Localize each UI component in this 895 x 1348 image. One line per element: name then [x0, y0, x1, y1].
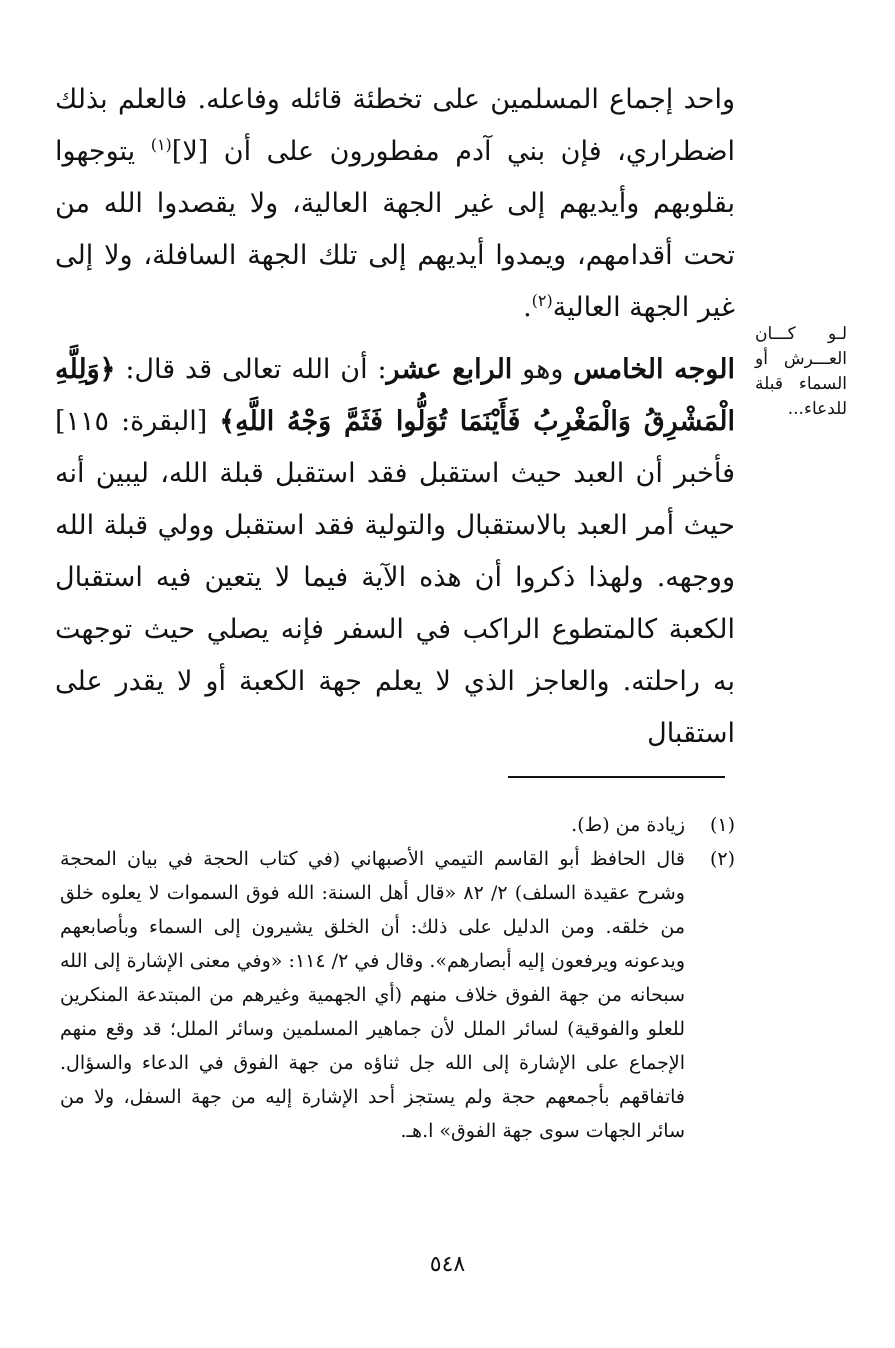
- footnote-1: [60, 808, 735, 842]
- footnote-2-text: قال الحافظ أبو القاسم التيمي الأصبهاني (في كتاب الحجة في بيان المحجة وشرح عقيدة السلف) ٢/ ٨٢ «قال أهل السنة: الله فوق السموات لا يعلوه خلق من خلقه. ومن الدليل على ذلك: أن الخلق يشيرون إلى السماء وبأصابعهم ويدعونه ويرفعون إليه أبصارهم». وقال في ٢/ ١١٤: «وفي معنى الإشارة إلى الله سبحانه من جهة الفوق خلاف منهم (أي الجهمية وغيرهم من المبتدعة المنكرين للعلو والفوقية) لسائر الملل لأن جماهير المسلمين وسائر الملل؛ قد وقع منهم الإجماع على الإشارة إلى الله جل ثناؤه من جهة الفوق في الدعاء والسؤال. فاتفاقهم بأجمعهم حجة ولم يستجز أحد الإشارة إليه من جهة السفل، ولا من سائر الجهات سوى جهة الفوق» ا.هـ.: [60, 848, 685, 1142]
- footnote-ref-1: (١): [150, 135, 172, 154]
- paragraph-1-end: .: [523, 292, 532, 323]
- paragraph-2-text-b: [البقرة: ١١٥] فأخبر أن العبد حيث استقبل فقد استقبل قبلة الله، ليبين أنه حيث أمر العبد بالاستقبال والتولية فقد استقبل وولي قبلة الله ووجهه. ولهذا ذكروا أن هذه الآية فيما لا يتعين فيه استقبال الكعبة كالمتطوع الراكب في السفر فإنه يصلي حيث توجهت به راحلته. والعاجز الذي لا يعلم جهة الكعبة أو لا يقدر على استقبال: [55, 406, 735, 749]
- section-heading-b: الرابع عشر: [386, 354, 513, 385]
- page-number: ٥٤٨: [429, 1252, 466, 1277]
- paragraph-1: [55, 74, 735, 334]
- paragraph-1-text-a: واحد إجماع المسلمين على تخطئة قائله وفاعله. فالعلم بذلك اضطراري، فإن بني آدم مفطورون على أن [لا]: [55, 84, 736, 167]
- footnote-1-number: (١): [709, 814, 735, 836]
- paragraph-1-text-b: يتوجهوا بقلوبهم وأيديهم إلى غير الجهة العالية، ولا يقصدوا الله من تحت أقدامهم، ويمدوا أيديهم إلى تلك الجهة السافلة، ولا إلى غير الجهة العالية: [55, 136, 735, 323]
- footnote-2: [60, 842, 735, 1148]
- footnote-2-number: (٢): [709, 848, 735, 870]
- paragraph-2: [55, 344, 735, 760]
- footnote-1-text: زيادة من (ط).: [571, 814, 685, 836]
- quran-verse: ﴿وَلِلَّهِ الْمَشْرِقُ وَالْمَغْرِبُ فَأَيْنَمَا تُوَلُّوا فَثَمَّ وَجْهُ اللَّهِ﴾: [55, 354, 735, 437]
- margin-note-line-4: للدعاء...: [787, 399, 847, 419]
- footnote-separator: [508, 776, 725, 778]
- margin-note-line-1: لـو كـــان: [755, 324, 847, 344]
- margin-note: [755, 322, 847, 422]
- footnote-ref-2: (٢): [531, 291, 553, 310]
- main-text: [55, 74, 735, 760]
- margin-note-line-2: العـــرش أو: [755, 349, 847, 369]
- footnotes: [60, 808, 735, 1148]
- section-heading-connector: وهو: [512, 354, 574, 385]
- section-heading-a: الوجه الخامس: [573, 354, 735, 385]
- margin-note-line-3: السماء قبلة: [755, 374, 847, 394]
- paragraph-2-text-a: : أن الله تعالى قد قال:: [115, 354, 387, 385]
